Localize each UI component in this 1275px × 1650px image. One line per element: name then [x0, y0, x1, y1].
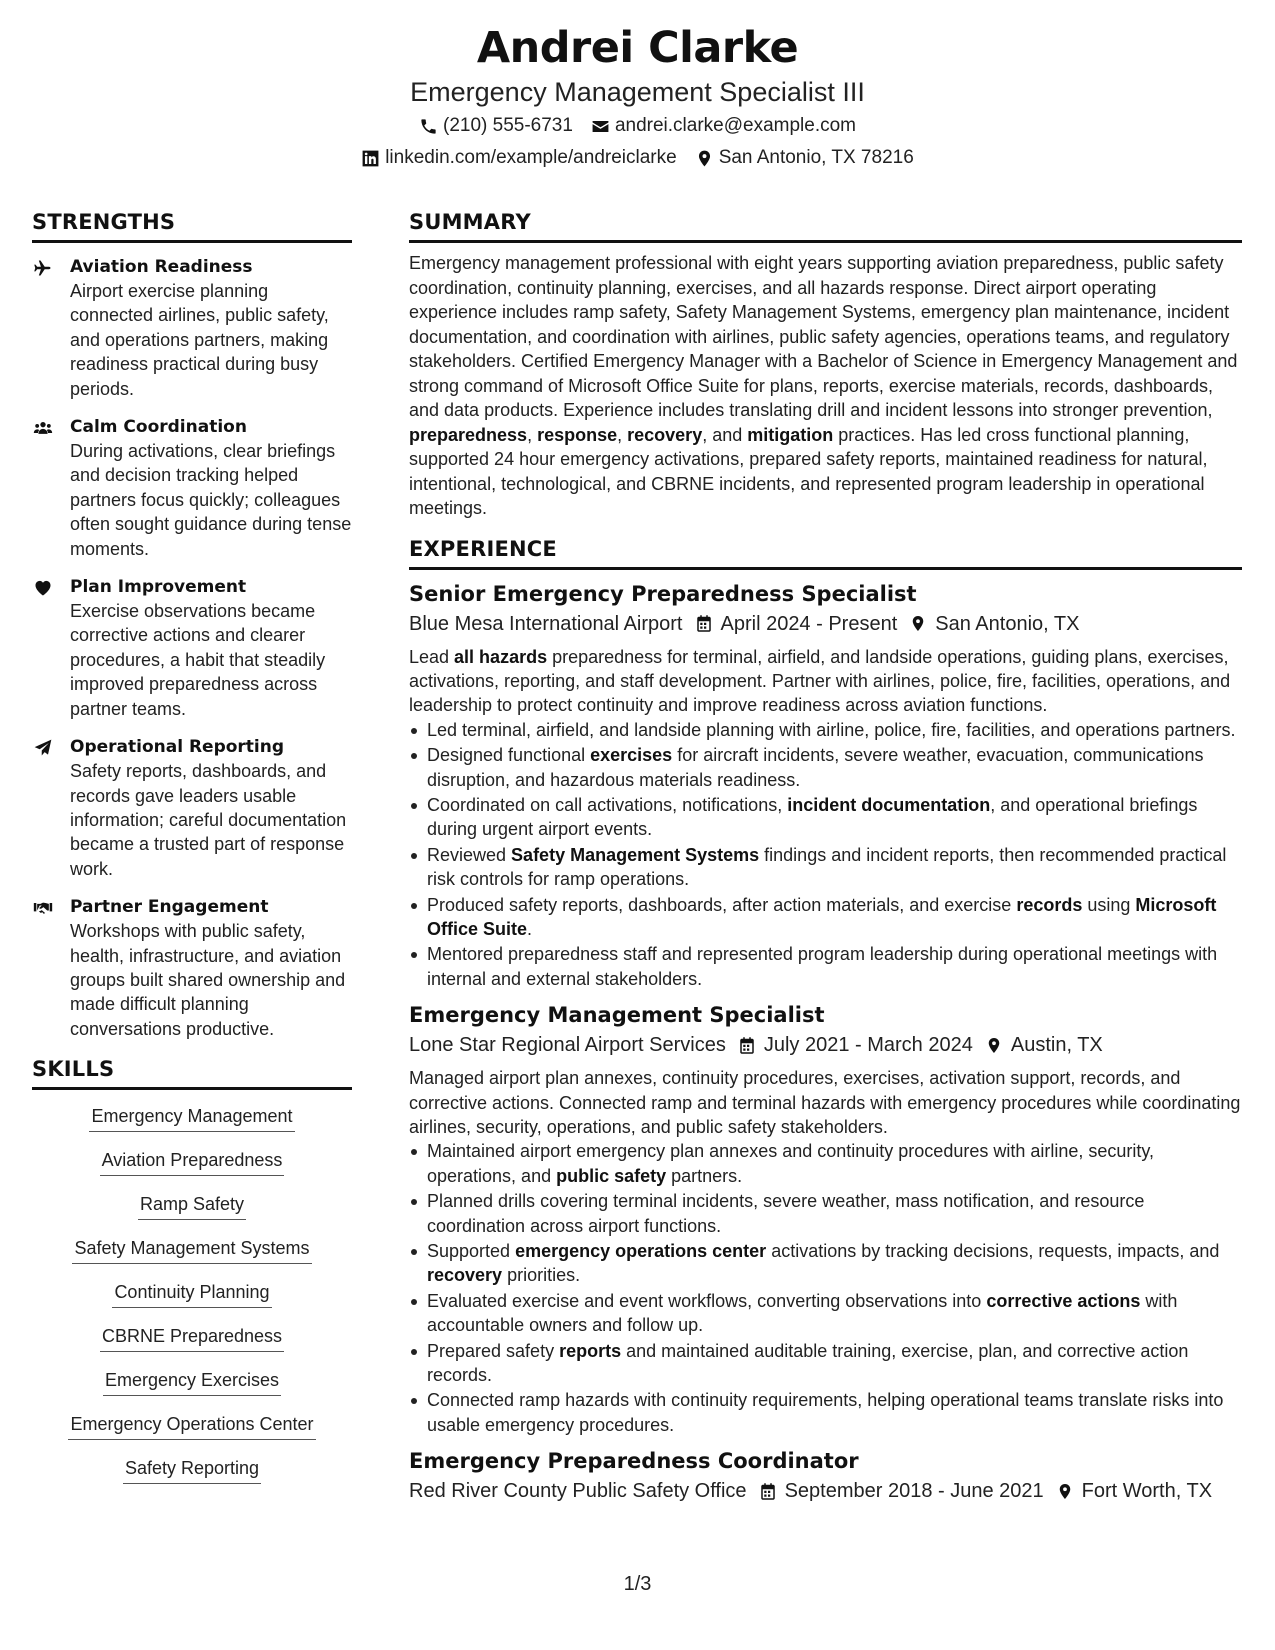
strength-title: Aviation Readiness	[70, 257, 253, 277]
candidate-name: Andrei Clarke	[476, 23, 799, 73]
job-entry	[409, 580, 1242, 992]
map-marker-icon	[909, 614, 927, 633]
page-number: 1/3	[623, 1573, 652, 1595]
job-bullets	[409, 1139, 1242, 1437]
strengths-list	[32, 255, 352, 1041]
job-meta	[409, 608, 1242, 640]
map-marker-icon	[695, 149, 714, 168]
job-dates: April 2024 - Present	[720, 612, 898, 635]
bullet-item: Reviewed Safety Management Systems findings and incident reports, then recommended practical risk controls for ramp operations.	[409, 843, 1242, 892]
skill-tag: Emergency Operations Center	[68, 1412, 315, 1440]
skill-tag: Ramp Safety	[138, 1192, 246, 1220]
bullet-item: Supported emergency operations center activations by tracking decisions, requests, impacts, and recovery priorities.	[409, 1239, 1242, 1288]
skill-tag: Emergency Management	[89, 1104, 294, 1132]
calendar-icon	[738, 1036, 756, 1055]
phone-icon	[419, 117, 438, 136]
job-description: Lead all hazards preparedness for terminal, airfield, and landside operations, guiding plans, exercises, activations, reporting, and staff development. Partner with airlines, police, fire, facilities, operations, and leadership to protect continuity and improve readiness across aviation functions.	[409, 646, 1231, 716]
bullet-item: Evaluated exercise and event workflows, converting observations into corrective actions with accountable owners and follow up.	[409, 1289, 1242, 1338]
candidate-title: Emergency Management Specialist III	[410, 77, 865, 107]
linkedin-text: linkedin.com/example/andreiclarke	[385, 147, 677, 168]
bullet-item: Prepared safety reports and maintained auditable training, exercise, plan, and corrective action records.	[409, 1339, 1242, 1388]
bullet-item: Connected ramp hazards with continuity requirements, helping operational teams translate risks into usable emergency procedures.	[409, 1388, 1242, 1437]
job-company: Lone Star Regional Airport Services	[409, 1034, 726, 1057]
strength-desc: Exercise observations became corrective actions and clearer procedures, a habit that steadily improved preparedness across partner teams.	[70, 601, 326, 719]
skills-list	[32, 1104, 352, 1500]
strength-desc: Airport exercise planning connected airlines, public safety, and operations partners, making readiness practical during busy periods.	[70, 281, 329, 399]
contact-line-1	[0, 110, 1275, 142]
location-text: San Antonio, TX 78216	[718, 147, 914, 168]
email-contact[interactable]	[591, 110, 856, 142]
strength-item	[32, 735, 352, 881]
job-role: Emergency Preparedness Coordinator	[409, 1449, 859, 1474]
skills-heading: SKILLS	[32, 1055, 352, 1090]
location-contact	[695, 142, 914, 174]
calendar-icon	[759, 1482, 777, 1501]
calendar-icon	[695, 614, 713, 633]
skill-tag: Continuity Planning	[112, 1280, 271, 1308]
skill-tag: Safety Management Systems	[72, 1236, 311, 1264]
job-meta	[409, 1475, 1242, 1507]
strength-item	[32, 415, 352, 561]
job-dates: September 2018 - June 2021	[784, 1480, 1044, 1503]
strength-desc: Workshops with public safety, health, infrastructure, and aviation groups built shared ownership and made difficult planning conversations productive.	[70, 921, 346, 1039]
envelope-icon	[591, 117, 610, 136]
job-company: Red River County Public Safety Office	[409, 1480, 747, 1503]
linkedin-icon	[361, 149, 380, 168]
skill-tag: Aviation Preparedness	[100, 1148, 285, 1176]
bullet-item: Coordinated on call activations, notifications, incident documentation, and operational briefings during urgent airport events.	[409, 793, 1242, 842]
bullet-item: Led terminal, airfield, and landside planning with airline, police, fire, facilities, and operations partners.	[409, 718, 1242, 742]
phone-text: (210) 555-6731	[443, 115, 573, 136]
paper-plane-icon	[32, 738, 54, 758]
heart-icon	[32, 578, 54, 598]
plane-icon	[32, 258, 54, 278]
job-location: San Antonio, TX	[935, 612, 1080, 635]
left-column	[32, 208, 352, 1500]
strength-title: Plan Improvement	[70, 577, 247, 598]
skill-tag: CBRNE Preparedness	[100, 1324, 284, 1352]
job-role: Senior Emergency Preparedness Specialist	[409, 581, 917, 606]
job-entry	[409, 1447, 1242, 1507]
strength-title: Operational Reporting	[70, 737, 285, 758]
contact-line-2	[0, 142, 1275, 174]
strength-title: Partner Engagement	[70, 897, 269, 918]
job-location: Austin, TX	[1010, 1034, 1103, 1057]
job-dates: July 2021 - March 2024	[763, 1034, 973, 1057]
job-meta	[409, 1029, 1242, 1061]
job-bullets	[409, 718, 1242, 991]
bullet-item: Maintained airport emergency plan annexes and continuity procedures with airline, security, operations, and public safety partners.	[409, 1139, 1242, 1188]
resume-header	[0, 22, 1275, 174]
bullet-item: Mentored preparedness staff and represented program leadership during operational meetings with internal and external stakeholders.	[409, 942, 1242, 991]
skill-tag: Safety Reporting	[123, 1456, 261, 1484]
summary-heading: SUMMARY	[409, 208, 1242, 243]
summary-paragraph: Emergency management professional with eight years supporting aviation preparedness, public safety coordination, continuity planning, exercises, and all hazards response. Direct airport operating experience includes ramp safety, Safety Management Systems, emergency plan maintenance, incident documentation, and coordination with airlines, public safety agencies, operations teams, and regulatory stakeholders. Certified Emergency Manager with a Bachelor of Science in Emergency Management and strong command of Microsoft Office Suite for plans, reports, exercise materials, records, dashboards, and data products. Experience includes translating drill and incident lessons into stronger prevention, preparedness, response, recovery, and mitigation practices. Has led cross functional planning, supported 24 hour emergency activations, prepared safety reports, maintained readiness for natural, intentional, technological, and CBRNE incidents, and represented program leadership in operational meetings.	[409, 253, 1238, 518]
strength-desc: Safety reports, dashboards, and records gave leaders usable information; careful documentation became a trusted part of response work.	[70, 761, 347, 879]
phone-contact[interactable]	[419, 110, 573, 142]
skill-tag: Emergency Exercises	[103, 1368, 281, 1396]
bullet-item: Designed functional exercises for aircraft incidents, severe weather, evacuation, communications disruption, and hazardous materials readiness.	[409, 743, 1242, 792]
email-text: andrei.clarke@example.com	[614, 115, 856, 136]
handshake-icon	[32, 898, 54, 918]
users-icon	[32, 418, 54, 438]
map-marker-icon	[985, 1036, 1003, 1055]
bullet-item: Produced safety reports, dashboards, after action materials, and exercise records using Microsoft Office Suite.	[409, 893, 1242, 942]
job-entry	[409, 1001, 1242, 1437]
right-column	[409, 208, 1242, 1507]
job-location: Fort Worth, TX	[1081, 1480, 1213, 1503]
job-role: Emergency Management Specialist	[409, 1003, 825, 1028]
strength-desc: During activations, clear briefings and decision tracking helped partners focus quickly; colleagues often sought guidance during tense moments.	[70, 441, 352, 559]
job-description: Managed airport plan annexes, continuity procedures, exercises, activation support, records, and corrective actions. Connected ramp and terminal hazards with emergency procedures while coordinating airlines, security, operations, and public safety stakeholders.	[409, 1068, 1241, 1137]
strength-item	[32, 255, 352, 401]
strengths-heading: STRENGTHS	[32, 208, 352, 243]
experience-heading: EXPERIENCE	[409, 535, 1242, 570]
strength-title: Calm Coordination	[70, 417, 247, 438]
strength-item	[32, 895, 352, 1041]
linkedin-contact[interactable]	[361, 142, 676, 174]
map-marker-icon	[1056, 1482, 1074, 1501]
job-company: Blue Mesa International Airport	[409, 612, 683, 635]
strength-item	[32, 575, 352, 721]
bullet-item: Planned drills covering terminal incidents, severe weather, mass notification, and resource coordination across airport functions.	[409, 1189, 1242, 1238]
